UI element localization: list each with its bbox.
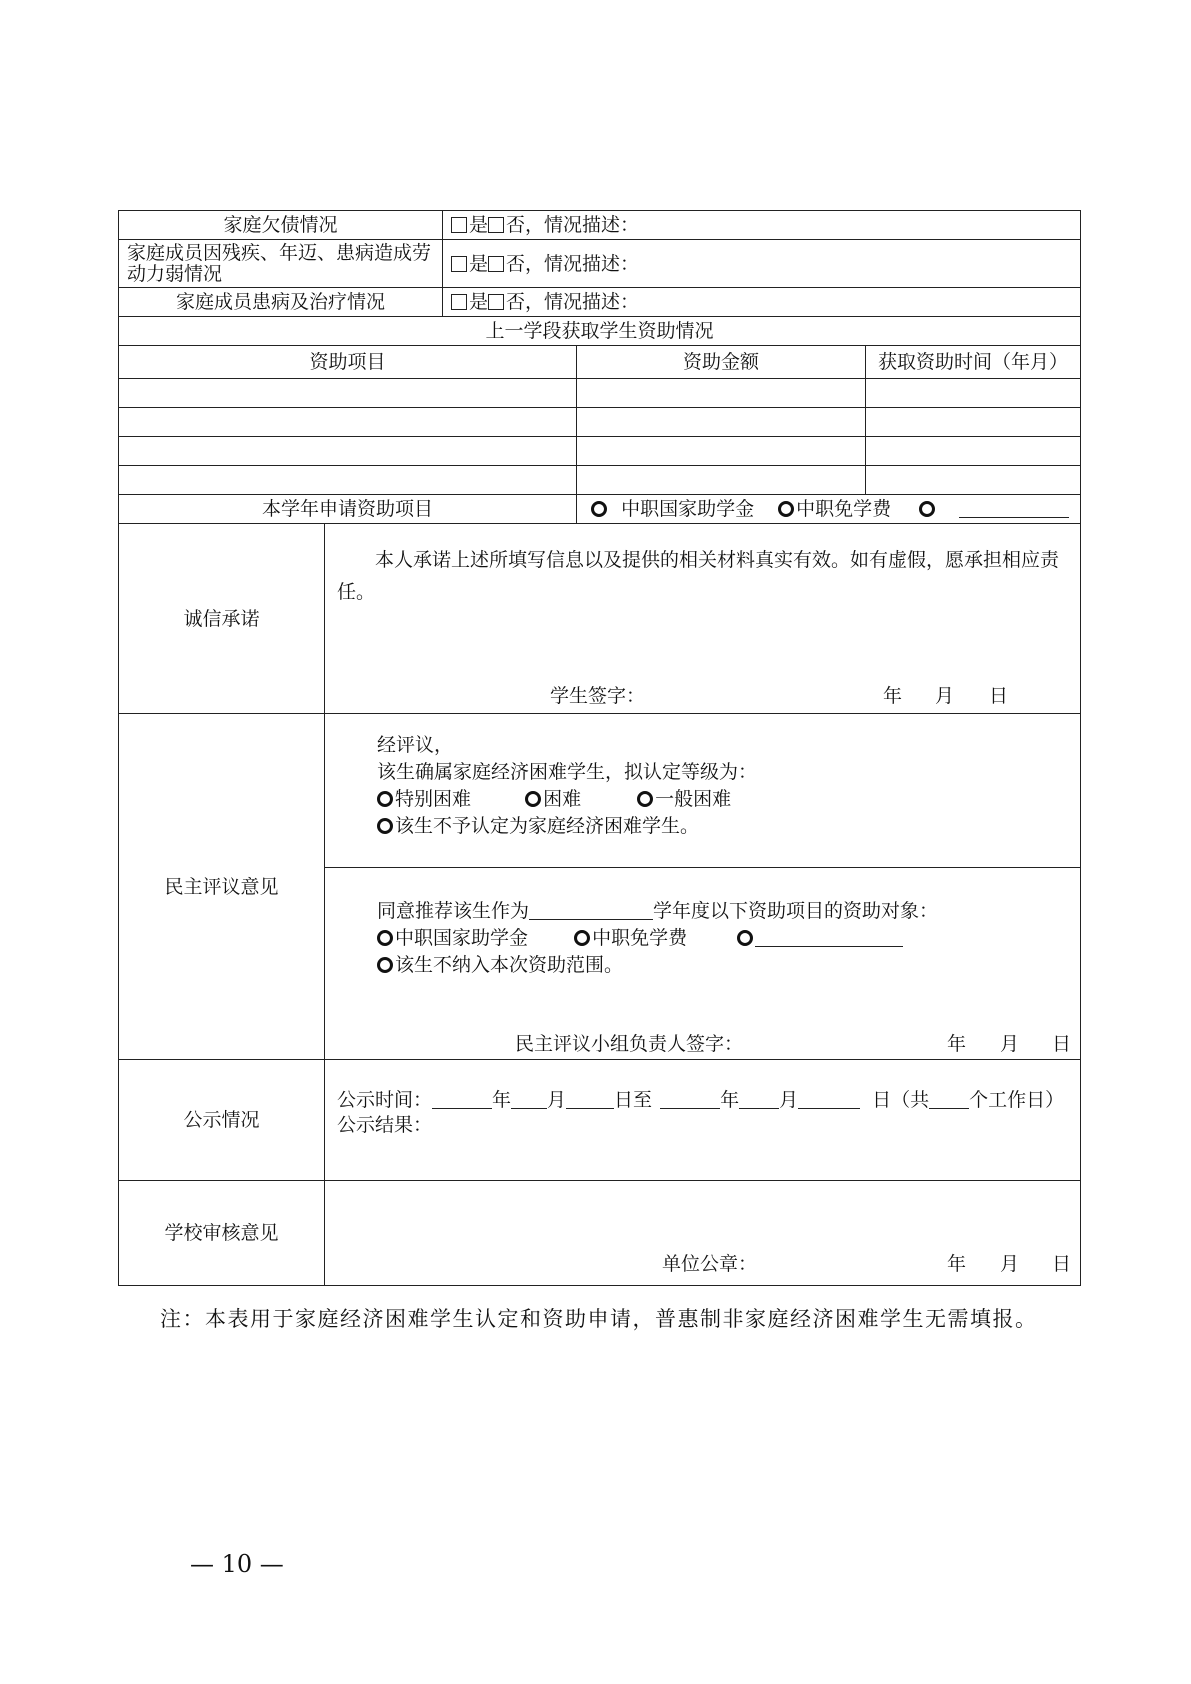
aid-header-amount: 资助金额 [577,346,866,379]
disability-row [119,240,1081,288]
aid-cell[interactable] [577,437,866,466]
aid-blank-row [119,466,1081,495]
integrity-sign-row: 学生签字： 年 月 日 [550,685,1009,707]
not-recognized-option: 该生不予认定为家庭经济困难学生。 [377,813,1070,840]
aid-cell[interactable] [866,379,1081,408]
radio-icon[interactable] [637,791,653,807]
aid-cell[interactable] [119,437,577,466]
aid-blank-row [119,408,1081,437]
aid-blank-row [119,437,1081,466]
checkbox-no[interactable] [488,217,504,233]
radio-icon[interactable] [377,818,393,834]
apply-options: 中职国家助学金 中职免学费 [577,495,1081,524]
review-sign-label: 民主评议小组负责人签字： [515,1033,744,1055]
publicity-time: 公示时间： 年 月 日至 年 月 日（共 个工作日） [337,1089,1065,1111]
aid-cell[interactable] [577,466,866,495]
other-blank[interactable] [959,499,1069,518]
radio-icon[interactable] [525,791,541,807]
blank[interactable] [432,1090,492,1109]
publicity-cell [325,1060,1081,1181]
application-form-table [118,210,1081,1286]
debt-label: 家庭欠债情况 [119,211,443,240]
radio-icon[interactable] [778,501,794,517]
page-number: — 10 — [190,1550,284,1578]
aid-cell[interactable] [577,408,866,437]
aid-header-item: 资助项目 [119,346,577,379]
school-sign-row: 单位公章： 年 月 日 [662,1253,1072,1275]
aid-blank-row [119,379,1081,408]
aid-cell[interactable] [119,379,577,408]
school-cell [325,1181,1081,1286]
publicity-label: 公示情况 [119,1060,325,1181]
review-line2: 该生确属家庭经济困难学生，拟认定等级为： [377,761,758,783]
aid-cell[interactable] [577,379,866,408]
disability-value[interactable]: 是 否，情况描述： [443,240,1081,288]
integrity-label: 诚信承诺 [119,524,325,714]
student-sign-label: 学生签字： [550,685,646,707]
illness-label: 家庭成员患病及治疗情况 [119,288,443,317]
blank[interactable] [566,1090,614,1109]
illness-value[interactable]: 是 否，情况描述： [443,288,1081,317]
integrity-cell [325,524,1081,714]
aid-cell[interactable] [866,408,1081,437]
aid-cell[interactable] [866,437,1081,466]
seal-label: 单位公章： [662,1253,758,1275]
not-included-option: 该生不纳入本次资助范围。 [377,952,1070,979]
other-blank[interactable] [755,928,903,947]
radio-icon[interactable] [377,930,393,946]
review-sign-row: 民主评议小组负责人签字： 年 月 日 [325,1031,1080,1055]
blank[interactable] [660,1090,720,1109]
blank[interactable] [511,1090,547,1109]
level-options: 特别困难 困难 一般困难 [377,786,1070,813]
radio-icon[interactable] [377,791,393,807]
checkbox-yes[interactable] [451,217,467,233]
aid-section-title: 上一学段获取学生资助情况 [119,317,1081,346]
radio-icon[interactable] [919,501,935,517]
checkbox-no[interactable] [488,256,504,272]
recommend-line: 同意推荐该生作为 学年度以下资助项目的资助对象： [377,900,939,922]
blank[interactable] [798,1090,860,1109]
school-label: 学校审核意见 [119,1181,325,1286]
blank[interactable] [929,1090,969,1109]
review-label: 民主评议意见 [119,714,325,1060]
aid-cell[interactable] [866,466,1081,495]
blank[interactable] [739,1090,779,1109]
radio-icon[interactable] [377,957,393,973]
apply-label: 本学年申请资助项目 [119,495,577,524]
school-year-blank[interactable] [529,901,653,920]
radio-icon[interactable] [591,501,607,517]
illness-row [119,288,1081,317]
radio-icon[interactable] [574,930,590,946]
aid-header-time: 获取资助时间（年月） [866,346,1081,379]
checkbox-yes[interactable] [451,294,467,310]
review-level-cell [325,714,1081,868]
footnote: 注：本表用于家庭经济困难学生认定和资助申请，普惠制非家庭经济困难学生无需填报。 [160,1307,1038,1331]
checkbox-no[interactable] [488,294,504,310]
debt-row [119,211,1081,240]
checkbox-yes[interactable] [451,256,467,272]
aid-cell[interactable] [119,408,577,437]
recommend-options: 中职国家助学金 中职免学费 [377,925,1070,952]
debt-value[interactable]: 是 否，情况描述： [443,211,1081,240]
review-intro: 经评议， [377,734,454,756]
review-recommend-cell [325,868,1081,1060]
radio-icon[interactable] [737,930,753,946]
integrity-text: 本人承诺上述所填写信息以及提供的相关材料真实有效。如有虚假，愿承担相应责任。 [337,549,1060,603]
disability-label: 家庭成员因残疾、年迈、患病造成劳动力弱情况 [119,240,443,288]
aid-cell[interactable] [119,466,577,495]
publicity-result: 公示结果： [337,1114,433,1136]
